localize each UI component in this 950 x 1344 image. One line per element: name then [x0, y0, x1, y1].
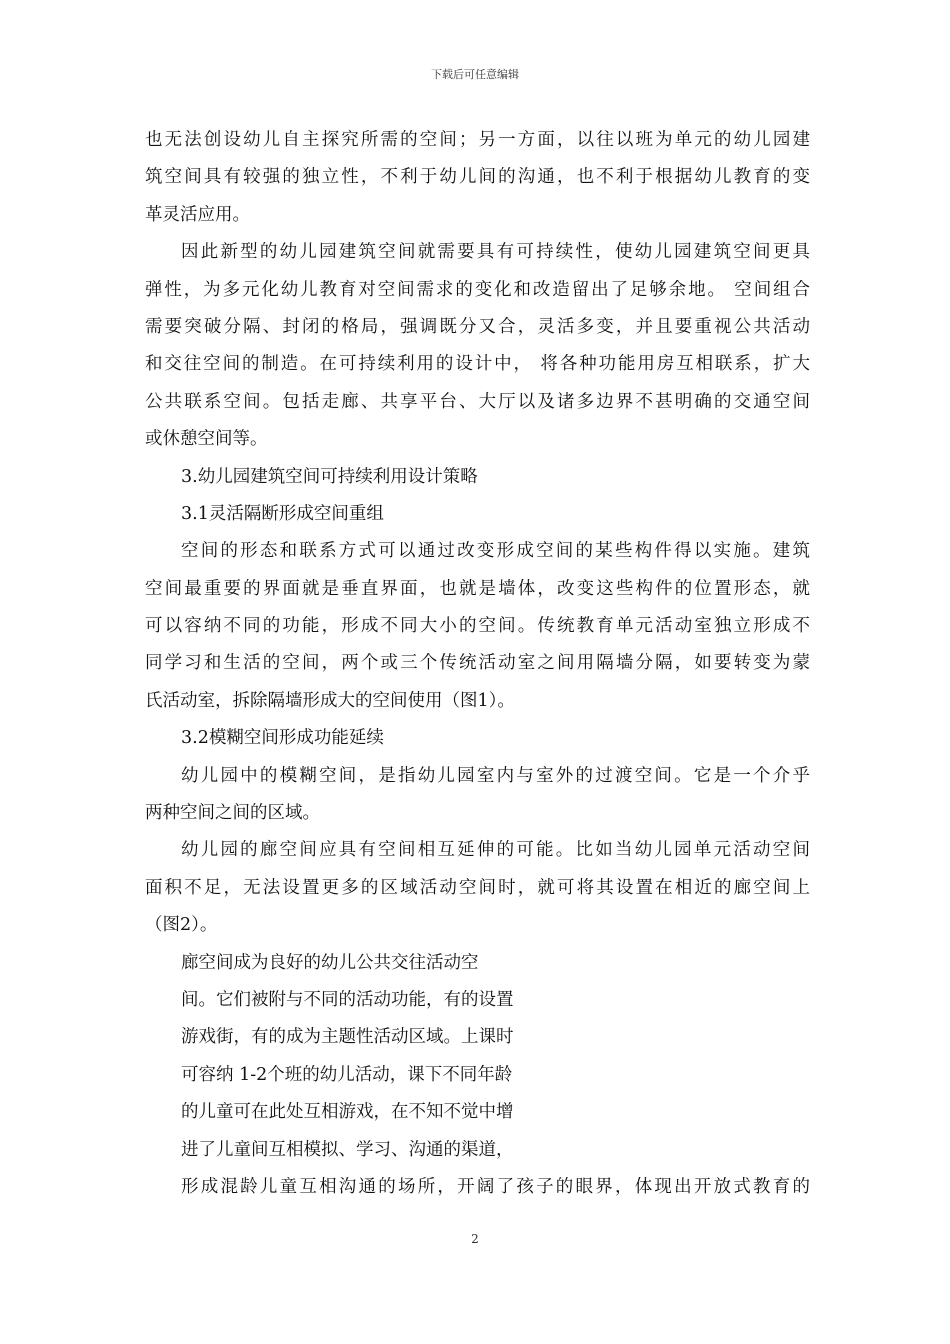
- wrapped-text-line: 间。它们被附与不同的活动功能，有的设置: [181, 989, 514, 1010]
- document-body: [145, 122, 810, 1206]
- text-line: 同学习和生活的空间，两个或三个传统活动室之间用隔墙分隔，如要转变为蒙: [145, 653, 810, 674]
- text-line: 氏活动室，拆除隔墙形成大的空间使用（图1）。: [145, 690, 515, 711]
- paragraph-first-line: 幼儿园中的模糊空间，是指幼儿园室内与室外的过渡空间。它是一个介乎: [181, 765, 810, 786]
- text-line: （图2）。: [145, 915, 218, 936]
- text-line: 弹性，为多元化幼儿教育对空间需求的变化和改造留出了足够余地。 空间组合: [145, 279, 810, 300]
- text-line: 形成混龄儿童互相沟通的场所，开阔了孩子的眼界，体现出开放式教育的: [181, 1176, 810, 1197]
- subsection-heading: 3.2模糊空间形成功能延续: [181, 728, 384, 749]
- text-line: 空间最重要的界面就是垂直界面，也就是墙体，改变这些构件的位置形态，就: [145, 578, 810, 599]
- wrapped-text-line: 游戏街，有的成为主题性活动区域。上课时: [181, 1027, 514, 1048]
- page-header: 下载后可任意编辑: [431, 68, 519, 81]
- text-line: 可以容纳不同的功能，形成不同大小的空间。传统教育单元活动室独立形成不: [145, 616, 810, 637]
- section-heading: 3.幼儿园建筑空间可持续利用设计策略: [181, 466, 478, 487]
- text-line: 或休憩空间等。: [145, 429, 268, 450]
- subsection-heading: 3.1灵活隔断形成空间重组: [181, 503, 384, 524]
- wrapped-text-line: 廊空间成为良好的幼儿公共交往活动空: [181, 952, 479, 973]
- paragraph-first-line: 空间的形态和联系方式可以通过改变形成空间的某些构件得以实施。建筑: [181, 541, 810, 562]
- text-line: 需要突破分隔、封闭的格局，强调既分又合，灵活多变，并且要重视公共活动: [145, 316, 810, 337]
- text-line: 两种空间之间的区域。: [145, 803, 320, 824]
- paragraph-first-line: 因此新型的幼儿园建筑空间就需要具有可持续性，使幼儿园建筑空间更具: [181, 242, 810, 263]
- wrapped-text-line: 进了儿童间互相模拟、学习、沟通的渠道，: [181, 1139, 514, 1160]
- wrapped-text-line: 的儿童可在此处互相游戏，在不知不觉中增: [181, 1102, 514, 1123]
- text-line: 筑空间具有较强的独立性，不利于幼儿间的沟通，也不利于根据幼儿教育的变: [145, 167, 810, 188]
- text-line: 面积不足，无法设置更多的区域活动空间时，就可将其设置在相近的廊空间上: [145, 877, 810, 898]
- text-line: 也无法创设幼儿自主探究所需的空间；另一方面，以往以班为单元的幼儿园建: [145, 130, 810, 150]
- page-number: 2: [471, 1232, 479, 1246]
- text-line: 和交往空间的制造。在可持续利用的设计中， 将各种功能用房互相联系，扩大: [145, 354, 810, 375]
- paragraph-first-line: 幼儿园的廊空间应具有空间相互延伸的可能。比如当幼儿园单元活动空间: [181, 840, 810, 861]
- text-line: 革灵活应用。: [145, 204, 250, 225]
- text-line: 公共联系空间。包括走廊、共享平台、大厅以及诸多边界不甚明确的交通空间: [145, 391, 810, 412]
- wrapped-text-line: 可容纳 1-2个班的幼儿活动，课下不同年龄: [181, 1064, 513, 1085]
